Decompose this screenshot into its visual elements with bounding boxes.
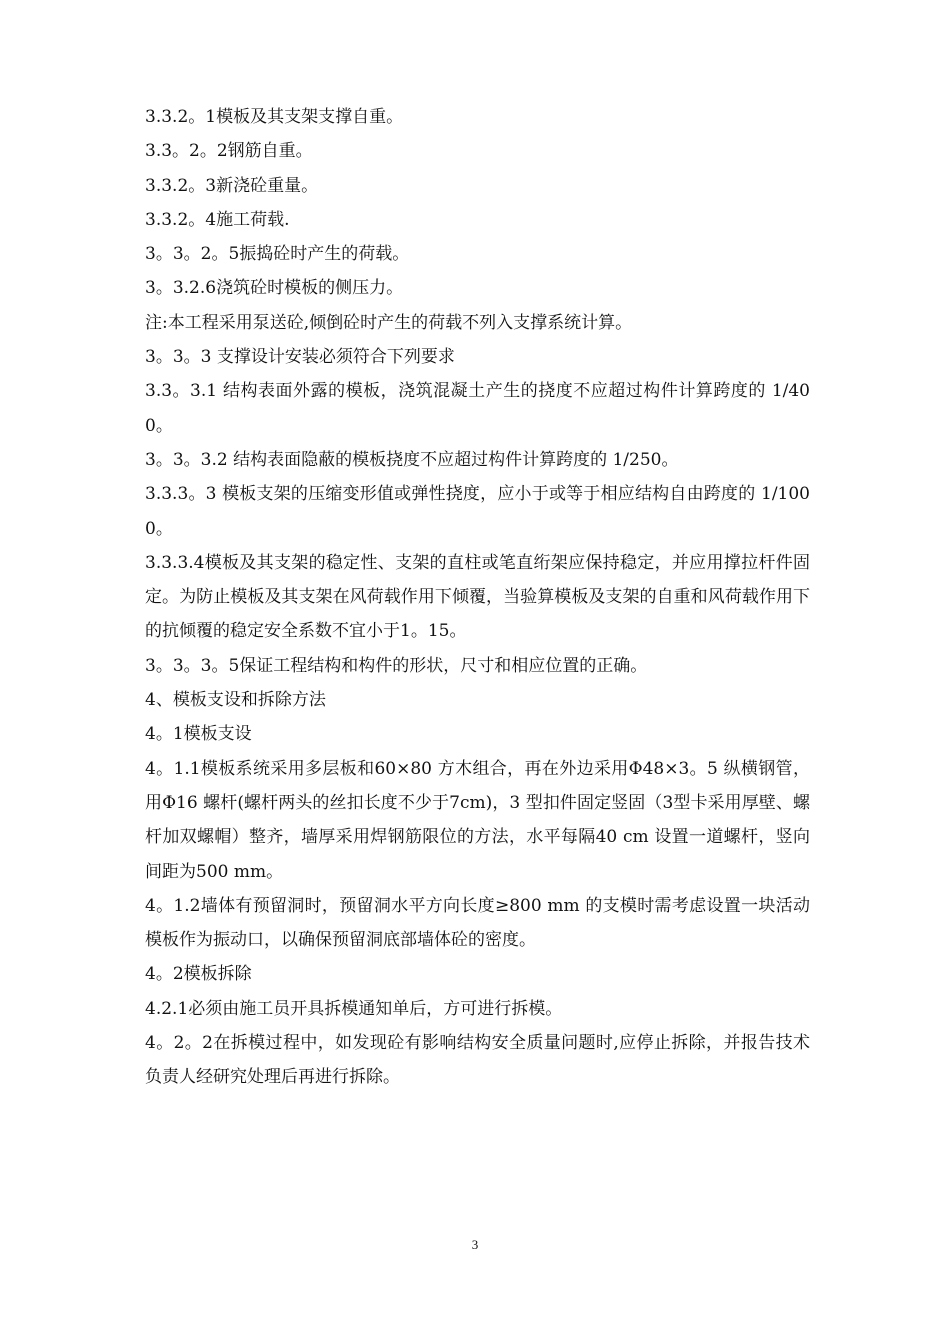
paragraph-3-3-3-4: 3.3.3.4模板及其支架的稳定性、支架的直柱或笔直绗架应保持稳定，并应用撑拉杆件固定。为防止模板及其支架在风荷载作用下倾覆，当验算模板及支架的自重和风荷载作用下的抗倾覆的稳定安全系数不宜小于1。15。 (145, 552, 810, 642)
paragraph-4-1-2: 4。1.2墙体有预留洞时，预留洞水平方向长度≥800 mm 的支模时需考虑设置一块活动模板作为振动口，以确保预留洞底部墙体砼的密度。 (145, 895, 810, 951)
paragraph-3-3-3-5: 3。3。3。5保证工程结构和构件的形状，尺寸和相应位置的正确。 (145, 655, 648, 676)
subsection-heading-4-2: 4。2模板拆除 (145, 964, 252, 985)
paragraph-4-1-1: 4。1.1模板系统采用多层板和60×80 方木组合，再在外边采用Φ48×3。5 纵横钢管，用Φ16 螺杆(螺杆两头的丝扣长度不少于7cm)，3 型扣件固定竖固（3型卡采用厚壁、螺杆加双螺帽）整齐，墙厚采用焊钢筋限位的方法，水平每隔40 cm 设置一道螺杆，竖向间距为500 mm。 (145, 758, 810, 882)
paragraph-3-3-2-6: 3。3.2.6浇筑砼时模板的侧压力。 (145, 278, 404, 299)
paragraph-3-3-2-2: 3.3。2。2钢筋自重。 (145, 141, 313, 162)
paragraph-4-2-1: 4.2.1必须由施工员开具拆模通知单后，方可进行拆模。 (145, 998, 563, 1019)
paragraph-note: 注:本工程采用泵送砼,倾倒砼时产生的荷载不列入支撑系统计算。 (145, 312, 633, 333)
paragraph-3-3-2-1: 3.3.2。1模板及其支架支撑自重。 (145, 107, 404, 127)
section-heading-4: 4、模板支设和拆除方法 (145, 690, 326, 711)
paragraph-3-3-2-3: 3.3.2。3新浇砼重量。 (145, 175, 319, 196)
paragraph-4-2-2: 4。2。2在拆模过程中，如发现砼有影响结构安全质量问题时,应停止拆除，并报告技术负责人经研究处理后再进行拆除。 (145, 1033, 810, 1088)
paragraph-3-3-3-3: 3.3.3。3 模板支架的压缩变形值或弹性挠度，应小于或等于相应结构自由跨度的 1/1000。 (145, 484, 810, 539)
paragraph-3-3-3-1: 3.3。3.1 结构表面外露的模板，浇筑混凝土产生的挠度不应超过构件计算跨度的 1/400。 (145, 381, 810, 436)
subsection-heading-4-1: 4。1模板支设 (145, 724, 252, 745)
paragraph-3-3-3-2: 3。3。3.2 结构表面隐蔽的模板挠度不应超过构件计算跨度的 1/250。 (145, 449, 679, 470)
page-number: 3 (471, 1237, 479, 1252)
paragraph-3-3-2-5: 3。3。2。5振捣砼时产生的荷载。 (145, 244, 410, 265)
paragraph-3-3-2-4: 3.3.2。4施工荷载. (145, 209, 290, 230)
paragraph-3-3-3-heading: 3。3。3 支撑设计安装必须符合下列要求 (145, 347, 455, 368)
document-body (145, 100, 810, 1095)
